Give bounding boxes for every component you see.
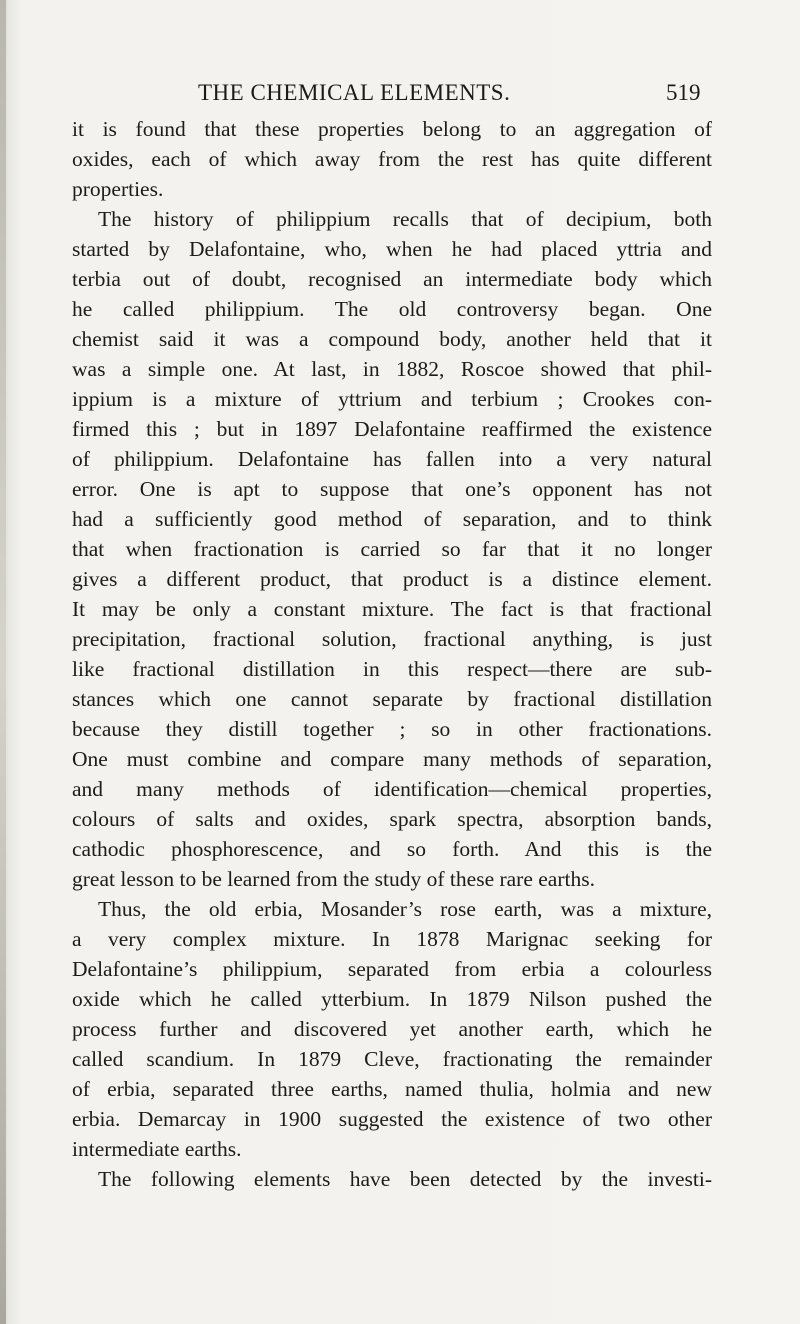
text-line: cathodic phosphorescence, and so forth. And this is the — [72, 837, 712, 861]
text-line: intermediate earths. — [72, 1137, 242, 1161]
page-number: 519 — [666, 80, 701, 105]
text-line: like fractional distillation in this respect—there are sub- — [72, 657, 712, 681]
text-line: that when fractionation is carried so far that it no longer — [72, 537, 712, 561]
page-header — [0, 76, 800, 110]
page-binding-edge — [0, 0, 6, 1324]
text-line: oxides, each of which away from the rest has quite different — [72, 147, 712, 171]
text-line: The history of philippium recalls that of decipium, both — [98, 207, 712, 231]
text-line: chemist said it was a compound body, another held that it — [72, 327, 712, 351]
text-line: It may be only a constant mixture. The fact is that fractional — [72, 597, 712, 621]
text-line: gives a different product, that product is a distince element. — [72, 567, 712, 591]
text-line: properties. — [72, 177, 164, 201]
text-line: oxide which he called ytterbium. In 1879 Nilson pushed the — [72, 987, 712, 1011]
text-line: colours of salts and oxides, spark spectra, absorption bands, — [72, 807, 712, 831]
text-line: was a simple one. At last, in 1882, Roscoe showed that phil- — [72, 357, 712, 381]
text-line: of erbia, separated three earths, named thulia, holmia and new — [72, 1077, 712, 1101]
text-line: great lesson to be learned from the study of these rare earths. — [72, 867, 595, 891]
text-line: error. One is apt to suppose that one’s opponent has not — [72, 477, 712, 501]
text-line: process further and discovered yet another earth, which he — [72, 1017, 712, 1041]
text-line: he called philippium. The old controversy began. One — [72, 297, 712, 321]
text-line: because they distill together ; so in other fractionations. — [72, 717, 712, 741]
text-line: One must combine and compare many methods of separation, — [72, 747, 712, 771]
text-line: erbia. Demarcay in 1900 suggested the existence of two other — [72, 1107, 712, 1131]
text-line: a very complex mixture. In 1878 Marignac seeking for — [72, 927, 712, 951]
text-line: The following elements have been detected by the investi- — [98, 1167, 712, 1191]
text-line: terbia out of doubt, recognised an intermediate body which — [72, 267, 712, 291]
running-head: THE CHEMICAL ELEMENTS. — [198, 80, 511, 105]
text-line: of philippium. Delafontaine has fallen into a very natural — [72, 447, 712, 471]
text-line: ippium is a mixture of yttrium and terbium ; Crookes con- — [72, 387, 712, 411]
body-text — [72, 114, 712, 1194]
text-line: firmed this ; but in 1897 Delafontaine reaffirmed the existence — [72, 417, 712, 441]
text-line: and many methods of identification—chemical properties, — [72, 777, 712, 801]
text-line: Thus, the old erbia, Mosander’s rose earth, was a mixture, — [98, 897, 712, 921]
text-line: called scandium. In 1879 Cleve, fractionating the remainder — [72, 1047, 712, 1071]
text-line: it is found that these properties belong to an aggregation of — [72, 117, 712, 141]
text-line: started by Delafontaine, who, when he had placed yttria and — [72, 237, 712, 261]
text-line: Delafontaine’s philippium, separated from erbia a colourless — [72, 957, 712, 981]
text-line: had a sufficiently good method of separation, and to think — [72, 507, 712, 531]
text-line: stances which one cannot separate by fractional distillation — [72, 687, 712, 711]
text-line: precipitation, fractional solution, fractional anything, is just — [72, 627, 712, 651]
